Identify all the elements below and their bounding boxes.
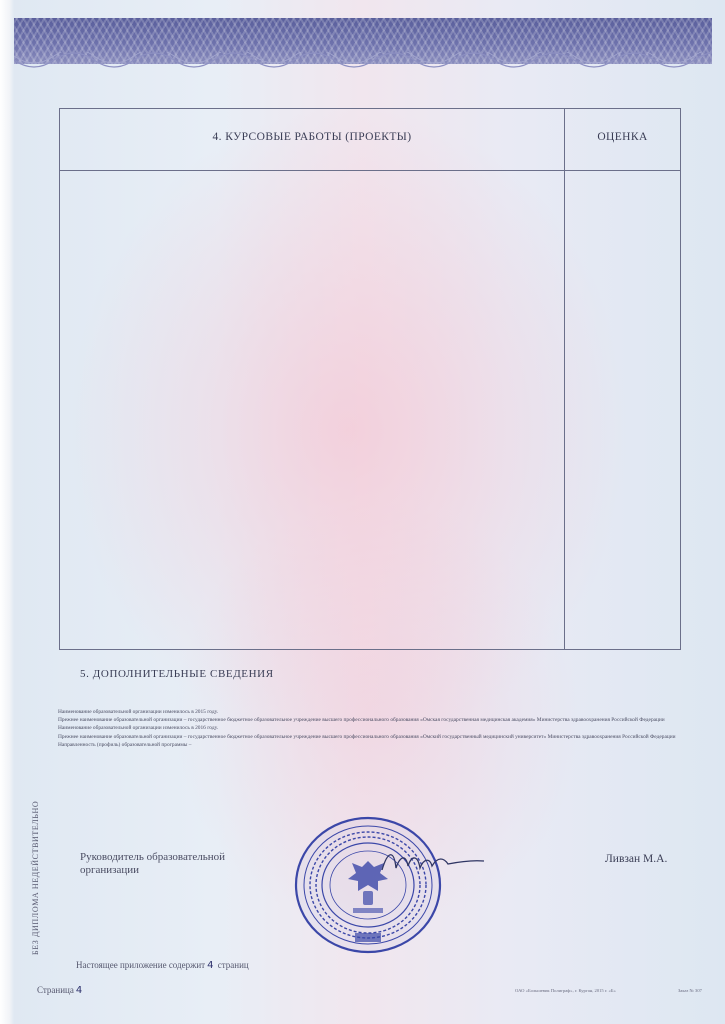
printer-imprint: ОАО «Большевик Полиграф», г. Курган, 2015 г. «Б» bbox=[515, 988, 616, 993]
order-number: Заказ № 307 bbox=[678, 988, 702, 993]
additional-info-title: 5. ДОПОЛНИТЕЛЬНЫЕ СВЕДЕНИЯ bbox=[80, 668, 274, 680]
page-number bbox=[37, 985, 82, 996]
coursework-header: 4. КУРСОВЫЕ РАБОТЫ (ПРОЕКТЫ) bbox=[212, 131, 412, 143]
signatory-name: Ливзан М.А. bbox=[605, 853, 668, 865]
page-count-statement bbox=[76, 960, 249, 971]
grade-header: ОЦЕНКА bbox=[597, 131, 648, 143]
coursework-table bbox=[59, 108, 681, 650]
page-number-value: 4 bbox=[75, 985, 83, 996]
binding-edge bbox=[0, 0, 14, 1024]
table-column-divider bbox=[564, 108, 565, 650]
additional-info-notes bbox=[58, 708, 698, 749]
page-number-label: Страница bbox=[37, 985, 74, 995]
note-line: Прежнее наименование образовательной организации – государственное бюджетное образовательное учреждение высшего профессионального образования «Омский государственный медицинский университет» Министерства здравоохранения Российской Федерации bbox=[58, 733, 676, 740]
note-line: Наименование образовательной организации изменилось в 2016 году. bbox=[58, 725, 219, 732]
vertical-validity-note: БЕЗ ДИПЛОМА НЕДЕЙСТВИТЕЛЬНО bbox=[31, 800, 40, 955]
note-line: Прежнее наименование образовательной организации – государственное бюджетное образовательное учреждение высшего профессионального образования «Омская государственная медицинская академия» Министерства здравоохранения Российской Федерации bbox=[58, 717, 665, 724]
handwritten-signature bbox=[378, 846, 488, 876]
page-count-prefix: Настоящее приложение содержит bbox=[76, 960, 206, 970]
signatory-title: Руководитель образовательной организации bbox=[80, 851, 226, 876]
note-line: Направленность (профиль) образовательной программы – bbox=[58, 741, 192, 748]
table-header-divider bbox=[59, 170, 681, 171]
page-count-value: 4 bbox=[207, 960, 214, 971]
note-line: Наименование образовательной организации изменилось в 2015 году. bbox=[58, 709, 219, 715]
page-count-suffix: страниц bbox=[217, 960, 249, 970]
guilloche-wave-ornament bbox=[14, 52, 712, 78]
official-seal-icon bbox=[293, 815, 443, 955]
